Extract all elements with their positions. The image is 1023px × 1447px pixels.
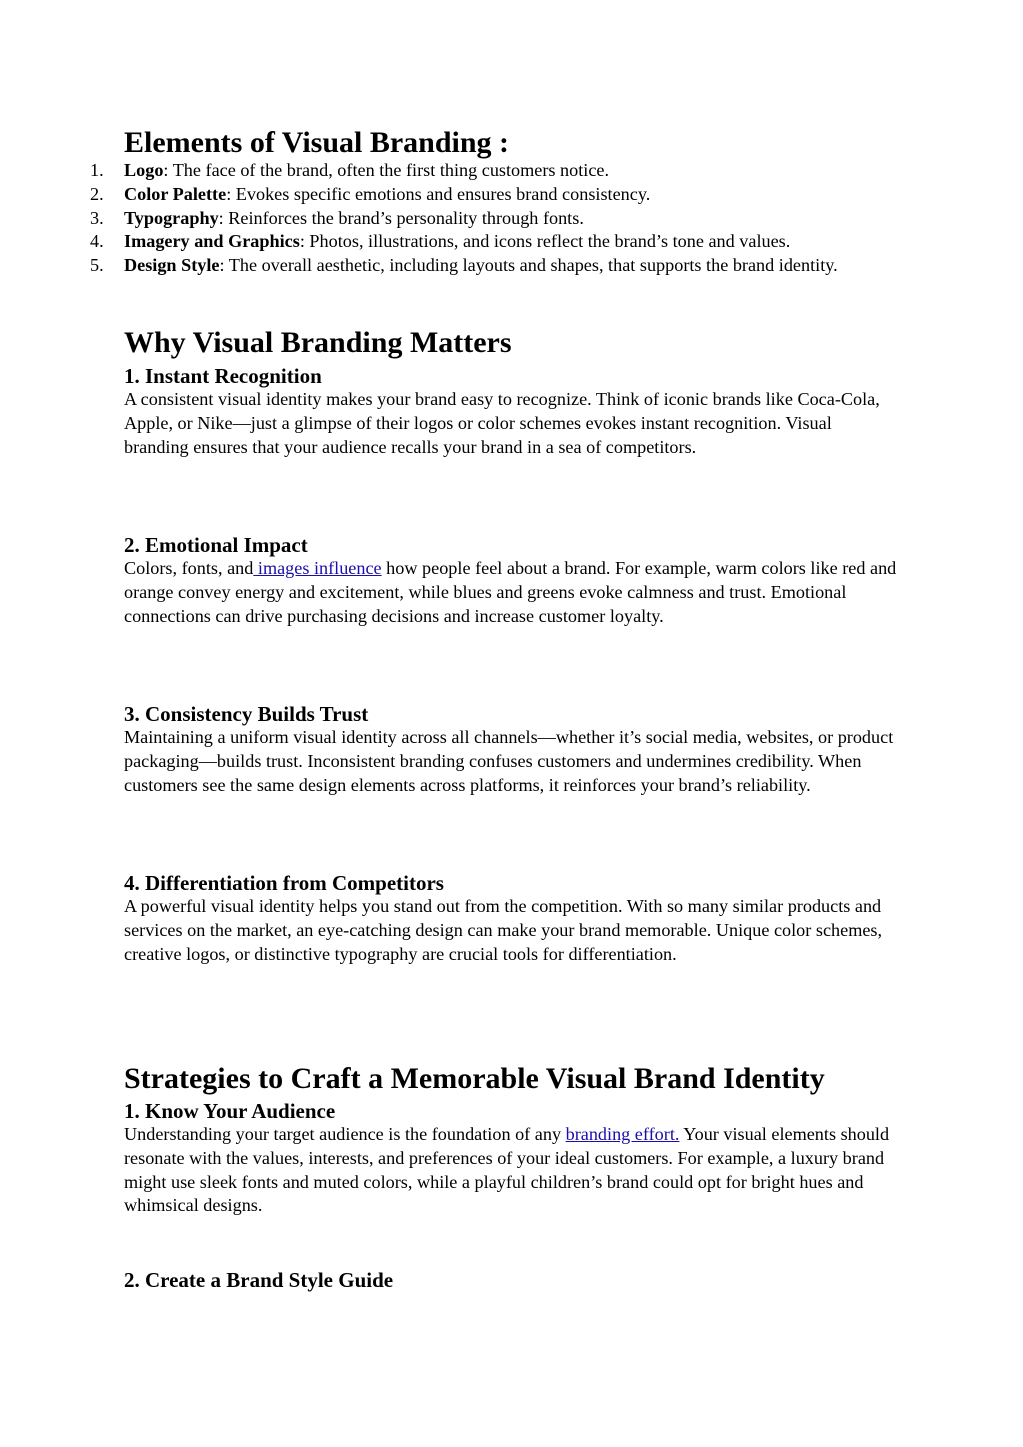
emotional-impact-text — [124, 557, 899, 628]
list-item — [90, 254, 899, 278]
list-number: 3. — [90, 207, 104, 228]
elements-heading: Elements of Visual Branding : — [124, 126, 510, 159]
know-audience-text — [124, 1123, 899, 1218]
list-term: Design Style — [124, 255, 220, 276]
list-item — [90, 207, 899, 231]
list-item — [90, 230, 899, 254]
list-text: : Photos, illustrations, and icons reflect the brand’s tone and values. — [299, 231, 791, 252]
style-guide-heading: 2. Create a Brand Style Guide — [124, 1268, 394, 1292]
instant-recognition-heading: 1. Instant Recognition — [124, 364, 322, 388]
know-audience-heading: 1. Know Your Audience — [124, 1099, 336, 1123]
list-text: : Evokes specific emotions and ensures brand consistency. — [226, 183, 651, 204]
branding-effort-link[interactable]: branding effort. — [565, 1124, 680, 1144]
list-number: 5. — [90, 255, 104, 276]
list-term: Logo — [124, 160, 164, 180]
consistency-heading: 3. Consistency Builds Trust — [124, 702, 369, 726]
list-term: Imagery and Graphics — [124, 231, 300, 252]
list-term: Typography — [124, 207, 219, 228]
strategies-heading: Strategies to Craft a Memorable Visual Brand Identity — [124, 1062, 825, 1095]
list-text: : Reinforces the brand’s personality through fonts. — [218, 207, 584, 228]
why-heading: Why Visual Branding Matters — [124, 326, 512, 359]
list-number: 1. — [90, 160, 104, 180]
text-after-link: how people feel about a brand. For example, warm colors like red and orange convey energy and excitement, while blues and greens evoke calmness and trust. Emotional connections can drive purchasing decisions and increase customer loyalty. — [124, 558, 897, 626]
list-text: : The overall aesthetic, including layouts and shapes, that supports the brand identity. — [219, 255, 838, 276]
emotional-impact-heading: 2. Emotional Impact — [124, 533, 308, 557]
list-item — [90, 183, 899, 207]
images-influence-link[interactable]: images influence — [253, 558, 382, 578]
list-number: 4. — [90, 231, 104, 252]
list-text: : The face of the brand, often the first thing customers notice. — [163, 160, 610, 180]
list-item — [90, 159, 899, 183]
text-before-link: Colors, fonts, and — [124, 558, 254, 578]
text-before-link: Understanding your target audience is the foundation of any — [124, 1124, 566, 1144]
consistency-text: Maintaining a uniform visual identity across all channels—whether it’s social media, websites, or product packaging—builds trust. Inconsistent branding confuses customers and undermines credibility. When customers see the same design elements across platforms, it reinforces your brand’s reliability. — [124, 727, 894, 795]
list-term: Color Palette — [124, 183, 227, 204]
list-number: 2. — [90, 183, 104, 204]
differentiation-text: A powerful visual identity helps you stand out from the competition. With so many similar products and services on the market, an eye-catching design can make your brand memorable. Unique color schemes, creative logos, or distinctive typography are crucial tools for differentiation. — [124, 896, 883, 964]
text-after-link: Your visual elements should resonate with the values, interests, and preferences of your ideal customers. For example, a luxury brand might use sleek fonts and muted colors, while a playful children’s brand could opt for bright hues and whimsical designs. — [124, 1124, 890, 1216]
elements-list — [90, 159, 899, 278]
differentiation-heading: 4. Differentiation from Competitors — [124, 871, 444, 895]
instant-recognition-text: A consistent visual identity makes your brand easy to recognize. Think of iconic brands like Coca-Cola, Apple, or Nike—just a glimpse of their logos or color schemes evokes instant recognition. Visual branding ensures that your audience recalls your brand in a sea of competitors. — [124, 389, 880, 457]
